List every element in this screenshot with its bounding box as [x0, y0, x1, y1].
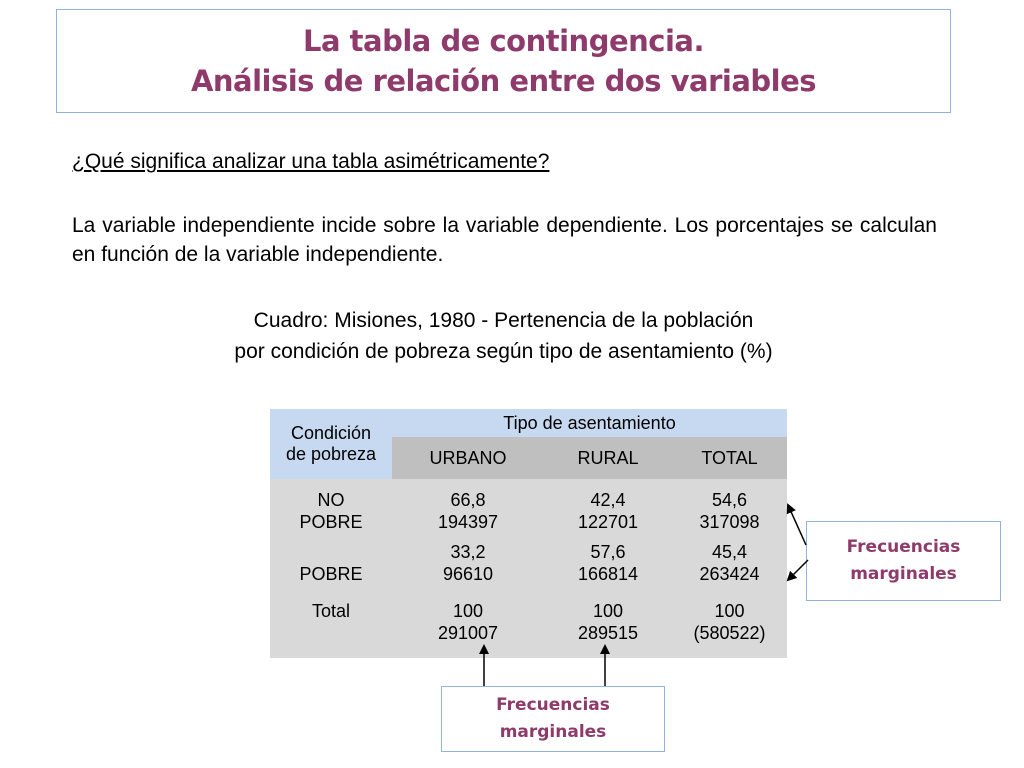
row-label-line-2: POBRE [299, 512, 363, 532]
cell-percent: 54,6 [711, 490, 748, 510]
cell-frequency: 291007 [437, 623, 499, 643]
callout-marginal-frequencies-bottom [441, 686, 665, 752]
row-label-line-1: NO [317, 490, 345, 510]
row-label-line-1 [270, 541, 392, 563]
cell-percent: 100 [452, 601, 484, 621]
explanation-paragraph: La variable independiente incide sobre la variable dependiente. Los porcentajes se calculan en función de la variable independiente. [72, 214, 937, 266]
row-label [270, 541, 392, 600]
title-line-1: La tabla de contingencia. [303, 24, 704, 58]
caption-line-2: por condición de pobreza según tipo de asentamiento (%) [234, 340, 773, 363]
row-header-cell [270, 409, 392, 479]
arrow-to-row-total-1 [788, 505, 806, 545]
row-label-line-2: POBRE [299, 564, 363, 584]
callout-marginal-frequencies-right [806, 521, 1001, 601]
table-cell [672, 541, 787, 600]
cell-frequency: 194397 [437, 512, 499, 532]
table-row-pobre [270, 541, 787, 600]
caption-line-1: Cuadro: Misiones, 1980 - Pertenencia de la población [253, 309, 754, 332]
table-cell [544, 479, 672, 541]
table-cell [672, 479, 787, 541]
column-header-urbano: URBANO [392, 437, 544, 479]
cell-frequency: 317098 [699, 512, 760, 532]
table-row-total [270, 600, 787, 658]
group-header: Tipo de asentamiento [392, 409, 787, 437]
row-header-line-1: Condición [290, 423, 372, 443]
row-label [270, 479, 392, 541]
contingency-table [270, 409, 787, 658]
cell-frequency: (580522) [693, 623, 766, 643]
title-box [56, 9, 951, 113]
row-label-line-1: Total [311, 601, 351, 621]
table-cell [672, 600, 787, 658]
table-row-no-pobre [270, 479, 787, 541]
row-header-line-2: de pobreza [285, 444, 377, 464]
cell-percent: 33,2 [450, 542, 486, 562]
cell-percent: 42,4 [590, 490, 626, 510]
cell-frequency: 122701 [577, 512, 639, 532]
title-line-2: Análisis de relación entre dos variables [190, 64, 817, 98]
callout-bottom-line-2: marginales [499, 722, 607, 742]
cell-percent: 57,6 [590, 542, 626, 562]
table-cell [392, 541, 544, 600]
callout-bottom-line-1: Frecuencias [496, 695, 610, 715]
callout-right-line-2: marginales [850, 564, 957, 584]
cell-percent: 45,4 [711, 542, 748, 562]
table-cell [392, 479, 544, 541]
column-header-total: TOTAL [672, 437, 787, 479]
table-cell [544, 541, 672, 600]
question-heading: ¿Qué significa analizar una tabla asimétricamente? [72, 150, 550, 173]
table-caption [0, 305, 1007, 367]
cell-frequency: 166814 [577, 564, 639, 584]
row-label [270, 600, 392, 658]
cell-percent: 100 [714, 601, 745, 621]
cell-percent: 66,8 [450, 490, 486, 510]
arrow-to-row-total-2 [788, 560, 808, 580]
cell-percent: 100 [592, 601, 624, 621]
table-cell [544, 600, 672, 658]
column-header-rural: RURAL [544, 437, 672, 479]
table-cell [392, 600, 544, 658]
cell-frequency: 263424 [699, 564, 760, 584]
callout-right-line-1: Frecuencias [846, 537, 961, 557]
cell-frequency: 96610 [442, 564, 494, 584]
cell-frequency: 289515 [577, 623, 639, 643]
